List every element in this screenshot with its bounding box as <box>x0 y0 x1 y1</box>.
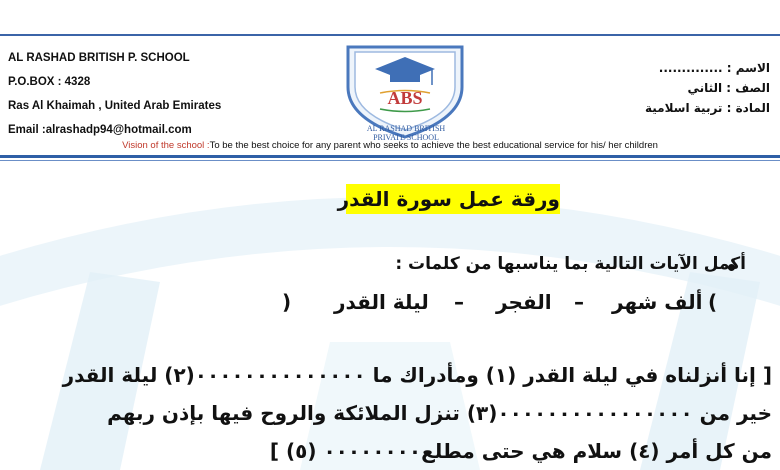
choices-close-paren: ) <box>282 290 292 314</box>
choice-word-al-fajr: الفجر <box>496 290 552 314</box>
student-info-block <box>645 58 770 118</box>
header-bottom-rule <box>0 155 780 158</box>
student-name-field: الاسم : .............. <box>658 61 770 75</box>
word-choices <box>282 290 720 320</box>
choices-separator: – <box>454 290 464 314</box>
passage-line: من كل أمر (٤) سلام هي حتى مطلع۰۰۰۰۰۰۰۰ (٥) ] <box>269 439 772 463</box>
logo-caption-line1: AL RASHAD BRITISH <box>366 124 446 133</box>
passage-line: [ إنا أنزلناه في ليلة القدر (١) ومأدراك ما ۰۰۰۰۰۰۰۰۰۰۰۰۰۰(٢) ليلة القدر <box>62 363 772 387</box>
instruction-text: أكمل الآيات التالية بما يناسبها من كلمات : <box>395 254 746 274</box>
worksheet-title: ورقة عمل سورة القدر <box>346 184 560 214</box>
logo-letters: ABS <box>387 88 423 108</box>
logo-caption-line2: PRIVATE SCHOOL <box>373 133 439 142</box>
choice-word-alf-shahr: ألف شهر <box>612 290 703 314</box>
passage-line: خير من ۰۰۰۰۰۰۰۰۰۰۰۰۰۰۰۰(٣) تنزل الملائكة والروح فيها بإذن ربهم <box>107 401 772 425</box>
choices-open-paren: ( <box>708 290 718 314</box>
vision-text: To be the best choice for any parent who seeks to achieve the best educational service for his/ her children <box>209 140 658 151</box>
surah-passage <box>12 356 772 470</box>
header-top-rule <box>0 34 780 36</box>
vision-label: Vision of the school : <box>122 140 210 151</box>
school-location: Ras Al Khaimah , United Arab Emirates <box>8 100 222 112</box>
school-email: Email :alrashadp94@hotmail.com <box>8 124 192 136</box>
choice-word-laylat-al-qadr: ليلة القدر <box>334 290 429 314</box>
student-subject: المادة : تربية اسلامية <box>644 101 770 115</box>
choices-separator: – <box>574 290 584 314</box>
school-info-block <box>8 46 221 142</box>
school-name: AL RASHAD BRITISH P. SCHOOL <box>8 52 190 64</box>
school-po-box: P.O.BOX : 4328 <box>8 76 91 88</box>
school-vision <box>0 140 780 151</box>
student-grade: الصف : الثاني <box>687 81 770 95</box>
header-bottom-rule-thin <box>0 160 780 161</box>
